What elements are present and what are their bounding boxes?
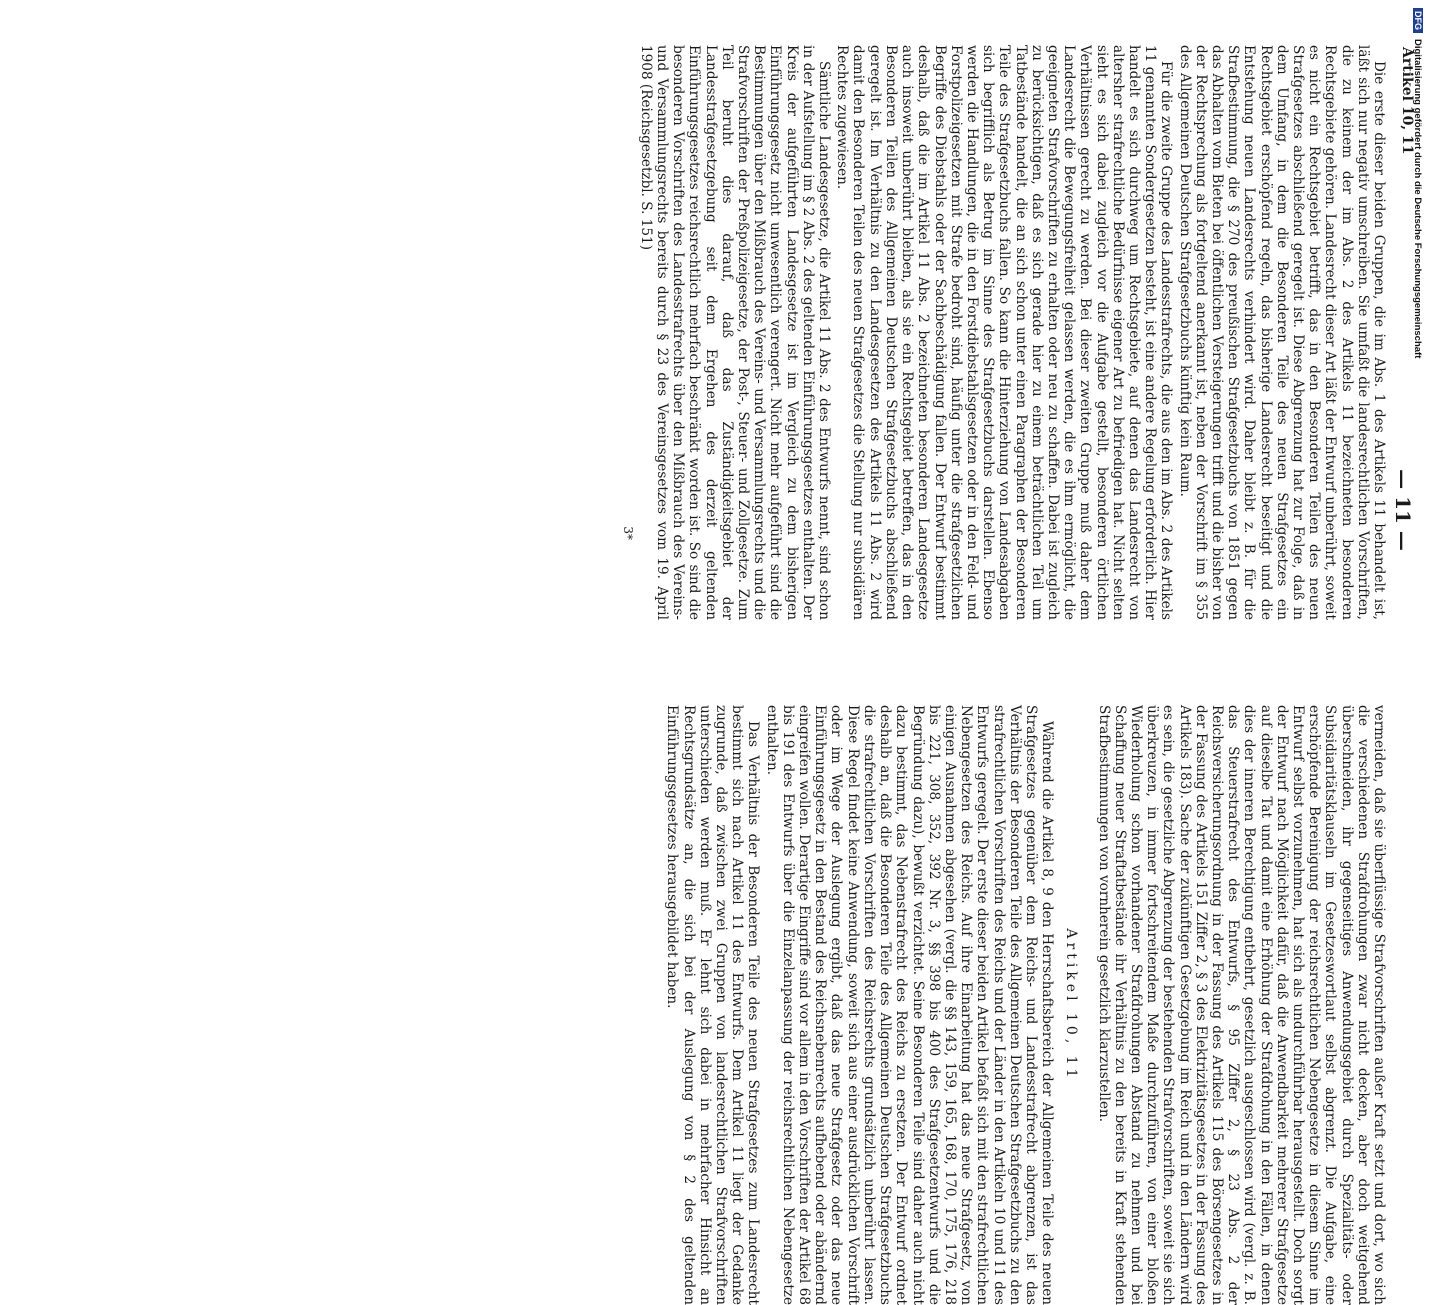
paragraph: vermeiden, daß sie überflüssige Strafvorschriften außer Kraft setzt und dort, wo sich die verschiedenen Strafdrohungen zwar nicht decken, aber doch weitgehend überschneiden, ihr gegenseitiges Anwendungsgebiet durch Spezialitäts- oder Subsidiaritätsklauseln im Gesetzeswortlaut selbst abgrenzt. Die Aufgabe, eine erschöpfende Bereinigung der reichsrechtlichen Nebengesetze in diesem Sinne im Entwurf selbst vorzunehmen, hat sich als undurchführbar herausgestellt. Doch sorgt der Entwurf nach Möglichkeit dafür, daß die Anwendbarkeit mehrerer Strafgesetze auf dieselbe Tat und damit eine Erhöhung der Strafdrohung in den Fällen, in denen dies der inneren Berechtigung entbehrt, gesetzlich ausgeschlossen wird (vergl. z. B. das Steuerstrafrecht des Entwurfs, § 95 Ziffer 2, § 23 Abs. 2 der Reichsversicherungsordnung in der Fassung des Artikels 115 des Börsengesetzes in der Fassung des Artikels 151 Ziffer 2, § 3 des Elektrizitätsgesetzes in der Fassung des Artikels 183). Sache der zukünftigen Gesetzgebung im Reich und in den Ländern wird es sein, die gesetzliche Abgrenzung der bestehenden Strafvorschriften, soweit sie sich überkreuzen, in immer fortschreitendem Maße durchzuführen, von einer bloßen Wiederholung schon vorhandener Strafdrohungen Abstand zu nehmen und bei Schaffung neuer Straftatbestände ihr Verhältnis zu den bereits in Kraft stehenden Strafbestimmungen von vornherein gesetzlich klarzustellen.: [1095, 705, 1387, 1305]
text-column-right: [620, 45, 1387, 620]
funding-note-text: Digitalisierung gefördert durch die Deutsche Forschungsgemeinschaft: [1412, 39, 1424, 359]
paragraph: Das Verhältnis der Besonderen Teile des neuen Strafgesetzes zum Landesrecht bestimmt sich nach Artikel 11 des Entwurfs. Dem Artikel 11 liegt der Gedanke zugrunde, daß zwischen zwei Gruppen von landesrechtlichen Strafvorschriften unterschieden werden muß. Er lehnt sich dabei in mehrfacher Hinsicht an Rechtsgrundsätze an, die sich bei der Auslegung von § 2 des geltenden Einführungsgesetzes herausgebildet haben.: [664, 705, 762, 1305]
section-heading: Artikel 10, 11: [1063, 928, 1080, 1082]
paragraph: Sämtliche Landesgesetze, die Artikel 11 Abs. 2 des Entwurfs nennt, sind schon in der Aufstellung im § 2 Abs. 2 des geltenden Einführungsgesetzes enthalten. Der Kreis der aufgeführten Landesgesetze ist im Vergleich zu dem bisherigen Einführungsgesetz nicht unwesentlich verengert. Nicht mehr aufgeführt sind die Bestimmungen über den Mißbrauch des Vereins- und Versammlungsrechts und die Strafvorschriften der Preßpolizeigesetze, der Post-, Steuer- und Zollgesetze. Zum Teil beruht dies darauf, daß das Zuständigkeitsgebiet der Landesstrafgesetzgebung seit dem Ergehen des derzeit geltenden Einführungsgesetzes reichsrechtlich mehrfach beschränkt worden ist. So sind die besonderen Vorschriften des Landesstrafrechts über den Mißbrauch des Vereins- und Versammlungsrechts bereits durch § 23 des Vereinsgesetzes vom 19. April 1908 (Reichsgesetzbl. S. 151): [637, 45, 833, 620]
page-number: — 11 —: [1391, 469, 1415, 551]
signature-mark: 3*: [620, 526, 635, 540]
scanned-page-spread: [55, 45, 1415, 1305]
paragraph: Während die Artikel 8, 9 den Herrschaftsbereich der Allgemeinen Teile des neuen Strafgesetzes gegenüber dem Reichs- und Landesstrafrecht abgrenzen, ist das Verhältnis der Besonderen Teile des Allgemeinen Deutschen Strafgesetzbuchs zu den strafrechtlichen Vorschriften des Reichs und der Länder in den Artikeln 10 und 11 des Entwurfs geregelt. Der erste dieser beiden Artikel befaßt sich mit den strafrechtlichen Nebengesetzen des Reichs. Auf ihre Einarbeitung hat das neue Strafgesetz, von einigen Ausnahmen abgesehen (vergl. die §§ 143, 159, 165, 168, 170, 175, 176, 218 bis 221, 308, 352, 392 Nr. 3, §§ 398 bis 400 des Strafgesetzentwurfs und die Begründung dazu), bewußt verzichtet. Seine Besonderen Teile sind daher auch nicht dazu bestimmt, das Nebenstrafrecht des Reichs zu ersetzen. Der Entwurf ordnet deshalb an, daß die Besonderen Teile des Allgemeinen Deutschen Strafgesetzbuchs die strafrechtlichen Vorschriften des Reichsrechts grundsätzlich unberührt lassen. Diese Regel findet keine Anwendung, soweit sich aus einer ausdrücklichen Vorschrift oder im Wege der Auslegung ergibt, daß das neue Strafgesetz oder das neue Einführungsgesetz in den Bestand des Reichsnebenrechts aufhebend oder abändernd eingreifen wollen. Derartige Eingriffe sind vor allem in den Vorschriften der Artikel 68 bis 191 des Entwurfs über die Einzelanpassung der reichsrechtlichen Nebengesetze enthalten.: [763, 705, 1056, 1305]
text-column-left: [664, 705, 1387, 1305]
dfg-logo: DFG: [1413, 8, 1423, 33]
paragraph: Die erste dieser beiden Gruppen, die im Abs. 1 des Artikels 11 behandelt ist, läßt sich nur negativ umschreiben. Sie umfaßt die landesrechtlichen Vorschriften, die zu keinem der im Abs. 2 des Artikels 11 bezeichneten besonderen Rechtsgebiete gehören. Landesrecht dieser Art läßt der Entwurf unberührt, soweit es nicht ein Rechtsgebiet betrifft, das in den Besonderen Teilen des neuen Strafgesetzes abschließend geregelt ist. Diese Abgrenzung hat zur Folge, daß in dem Umfang, in dem die Besonderen Teile des neuen Strafgesetzes ein Rechtsgebiet erschöpfend regeln, das bisherige Landesrecht beseitigt und die Entstehung neuen Landesrechts verhindert wird. Daher bleibt z. B. für die Strafbestimmung, die § 270 des preußischen Strafgesetzbuchs von 1851 gegen das Abhalten vom Bieten bei öffentlichen Versteigerungen trifft und die bisher von der Rechtsprechung als fortgeltend anerkannt ist, neben der Vorschrift im § 355 des Allgemeinen Deutschen Strafgesetzbuchs künftig kein Raum.: [1176, 45, 1387, 620]
running-head-article: Artikel 10, 11: [1399, 47, 1415, 155]
paragraph: Für die zweite Gruppe des Landesstrafrechts, die aus den im Abs. 2 des Artikels 11 genannten Sondergesetzen besteht, ist eine andere Regelung erforderlich. Hier handelt es sich durchweg um Rechtsgebiete, auf denen das Landesrecht von altersher strafrechtliche Bedürfnisse eigener Art zu befriedigen hat. Nicht selten sieht es sich dabei zugleich vor die Aufgabe gestellt, besonderen örtlichen Verhältnissen gerecht zu werden. Bei dieser zweiten Gruppe muß daher dem Landesrecht die Bewegungsfreiheit gelassen werden, die es ihm ermöglicht, die geeigneten Strafvorschriften zu erhalten oder neu zu schaffen. Dabei ist zugleich zu berücksichtigen, daß es sich gerade hier zu einem beträchtlichen Teil um Tatbestände handelt, die an sich schon unter einen Paragraphen der Besonderen Teile des Strafgesetzbuchs fallen. So kann die Hinterziehung von Landesabgaben sich begrifflich als Betrug im Sinne des Strafgesetzbuchs darstellen. Ebenso werden die Handlungen, die in den Forstdiebstahlsgesetzen oder in den Feld- und Forstpolizeigesetzen mit Strafe bedroht sind, häufig unter die strafgesetzlichen Begriffe des Diebstahls oder der Sachbeschädigung fallen. Der Entwurf bestimmt deshalb, daß die im Artikel 11 Abs. 2 bezeichneten besonderen Landesgesetze auch insoweit unberührt bleiben, als sie ein Rechtsgebiet betreffen, das in den Besonderen Teilen des Allgemeinen Deutschen Strafgesetzbuchs abschließend geregelt ist. Im Verhältnis zu den Landesgesetzen des Artikels 11 Abs. 2 wird damit den Besonderen Teilen des neuen Strafgesetzes die Stellung nur subsidiären Rechtes zugewiesen.: [834, 45, 1175, 620]
